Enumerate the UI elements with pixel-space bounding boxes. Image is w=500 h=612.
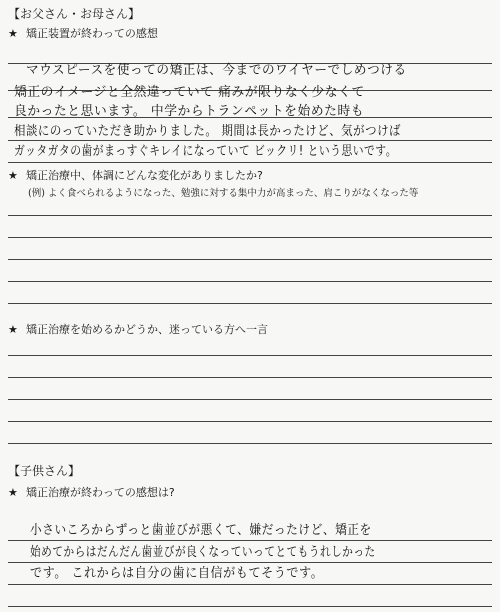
parent-question-3-text: 矯正治療を始めるかどうか、迷っている方へ一言 [26,323,268,336]
star-icon: ★ [8,27,18,40]
handwritten-answer-line: マウスピースを使っての矯正は、今までのワイヤーでしめつける [26,63,407,78]
handwritten-answer-line: ガッタガタの歯がまっすぐキレイになっていて ビックリ! という思いです。 [14,144,398,159]
parent-question-1 [8,27,158,40]
answer-rule [8,237,492,238]
answer-rule [8,377,492,378]
answer-rule [8,215,492,216]
child-question-1 [8,486,175,499]
parent-question-3 [8,323,268,336]
child-question-1-text: 矯正治療が終わっての感想は? [26,486,175,499]
answer-rule [8,421,492,422]
parent-question-2-text: 矯正治療中、体調にどんな変化がありましたか? [26,169,263,182]
handwritten-answer-line: 小さいころからずっと歯並びが悪くて、嫌だったけど、矯正を [30,523,372,538]
parent-question-1-text: 矯正装置が終わっての感想 [26,27,158,40]
answer-rule [8,584,492,585]
parent-question-2-example: (例) よく食べられるようになった、勉強に対する集中力が高まった、肩こりがなくなった等 [28,188,419,199]
answer-rule [8,162,492,163]
handwritten-answer-line: 相談にのっていただき助かりました。 期間は長かったけど、気がつけば [14,124,402,139]
handwritten-answer-line: 始めてからはだんだん歯並びが良くなっていってとてもうれしかった [30,545,376,560]
handwritten-answer-line: 良かったと思います。 中学からトランペットを始めた時も [14,104,365,119]
answer-rule [8,562,492,563]
answer-rule [8,355,492,356]
answer-rule [8,443,492,444]
handwritten-answer-line: です。 これからは自分の歯に自信がもてそうです。 [30,566,324,581]
answer-rule [8,303,492,304]
parent-section-header: 【お父さん・お母さん】 [8,7,141,21]
handwritten-answer-line: 矯正のイメージと全然違っていて 痛みが限りなく少なくて [14,85,365,100]
answer-rule [8,259,492,260]
star-icon: ★ [8,169,18,182]
star-icon: ★ [8,323,18,336]
star-icon: ★ [8,486,18,499]
answer-rule [8,281,492,282]
answer-rule [8,606,492,607]
answer-rule [8,540,492,541]
answer-rule [8,399,492,400]
answer-rule [8,140,492,141]
parent-question-2 [8,169,263,182]
child-section-header: 【子供さん】 [8,464,81,478]
